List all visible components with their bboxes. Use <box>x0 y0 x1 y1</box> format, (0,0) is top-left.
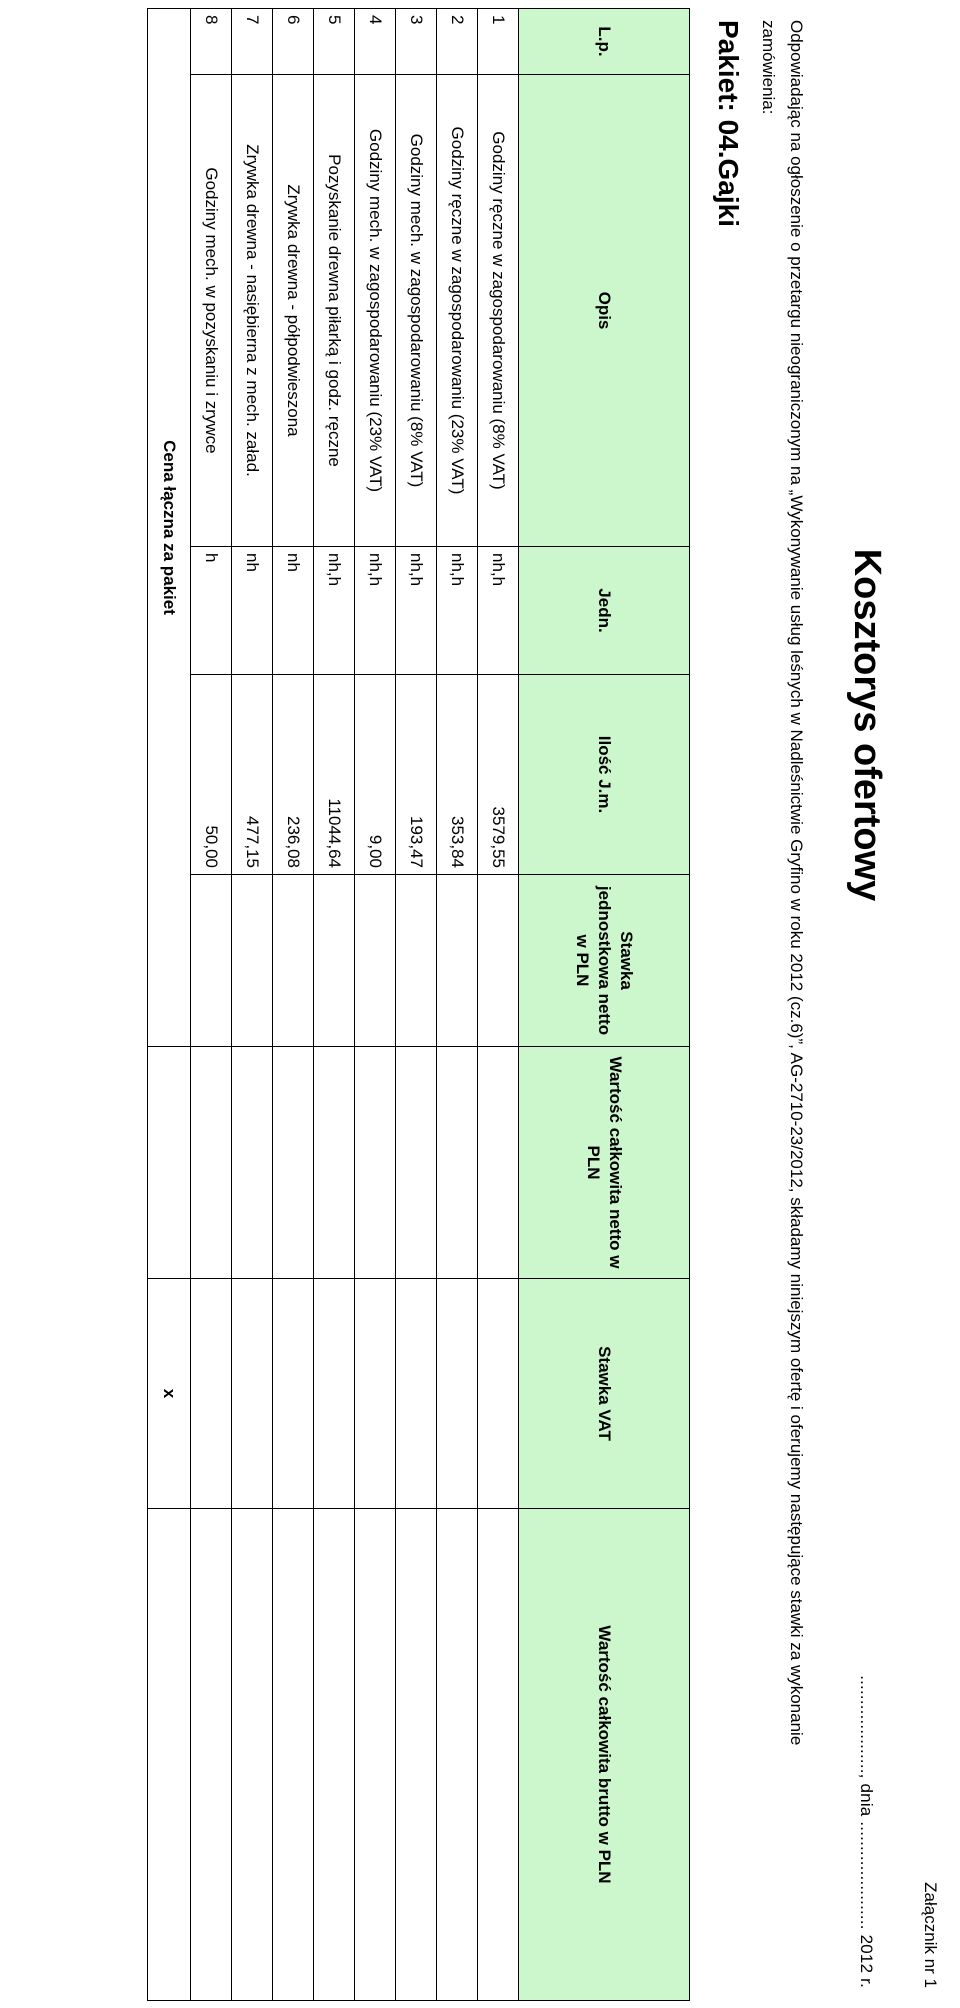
row-description: Pozyskanie drewna piłarką i godz. ręczne <box>314 75 355 547</box>
row-gross-value-cell[interactable] <box>191 1509 232 2001</box>
row-gross-value-cell[interactable] <box>355 1509 396 2001</box>
row-unit: nh <box>232 547 273 675</box>
place-date-line: ...................., dnia ...................... 2012 r. <box>857 1675 876 1988</box>
package-title: Pakiet: 04.Gajki <box>713 20 744 228</box>
col-header-wartosc-netto: Wartość całkowita netto w PLN <box>519 1047 690 1279</box>
row-net-value-cell[interactable] <box>355 1047 396 1279</box>
row-lp: 1 <box>478 9 519 75</box>
row-net-value-cell[interactable] <box>232 1047 273 1279</box>
table-row <box>232 9 273 2001</box>
total-row <box>148 9 191 2001</box>
row-lp: 4 <box>355 9 396 75</box>
table-row <box>478 9 519 2001</box>
row-gross-value-cell[interactable] <box>478 1509 519 2001</box>
table-row <box>355 9 396 2001</box>
table-row <box>273 9 314 2001</box>
row-description: Zrywka drewna - nasiębierna z mech. załad. <box>232 75 273 547</box>
row-description: Godziny ręczne w zagospodarowaniu (23% VAT) <box>437 75 478 547</box>
row-description: Godziny ręczne w zagospodarowaniu (8% VAT) <box>478 75 519 547</box>
row-net-value-cell[interactable] <box>437 1047 478 1279</box>
row-gross-value-cell[interactable] <box>437 1509 478 2001</box>
row-quantity: 3579,55 <box>478 675 519 875</box>
page-title: Kosztorys ofertowy <box>846 548 888 902</box>
row-quantity: 50,00 <box>191 675 232 875</box>
col-header-stawka: Stawka jednostkowa netto w PLN <box>519 875 690 1047</box>
row-vat-cell[interactable] <box>273 1279 314 1509</box>
row-lp: 5 <box>314 9 355 75</box>
row-description: Godziny mech. w zagospodarowaniu (23% VAT) <box>355 75 396 547</box>
row-unit: nh,h <box>355 547 396 675</box>
row-lp: 8 <box>191 9 232 75</box>
row-quantity: 11044,64 <box>314 675 355 875</box>
col-header-vat: Stawka VAT <box>519 1279 690 1509</box>
row-unit-price-cell[interactable] <box>437 875 478 1047</box>
row-quantity: 236,08 <box>273 675 314 875</box>
row-description: Godziny mech. w zagospodarowaniu (8% VAT) <box>396 75 437 547</box>
row-unit-price-cell[interactable] <box>396 875 437 1047</box>
row-unit-price-cell[interactable] <box>314 875 355 1047</box>
row-gross-value-cell[interactable] <box>273 1509 314 2001</box>
row-lp: 3 <box>396 9 437 75</box>
row-vat-cell[interactable] <box>232 1279 273 1509</box>
row-unit-price-cell[interactable] <box>191 875 232 1047</box>
row-gross-value-cell[interactable] <box>314 1509 355 2001</box>
col-header-lp: L.p. <box>519 9 690 75</box>
row-net-value-cell[interactable] <box>396 1047 437 1279</box>
row-vat-cell[interactable] <box>314 1279 355 1509</box>
row-unit: nh,h <box>478 547 519 675</box>
row-vat-cell[interactable] <box>437 1279 478 1509</box>
col-header-opis: Opis <box>519 75 690 547</box>
row-unit-price-cell[interactable] <box>273 875 314 1047</box>
row-vat-cell[interactable] <box>478 1279 519 1509</box>
row-net-value-cell[interactable] <box>191 1047 232 1279</box>
table-header-row <box>519 9 690 2001</box>
table-row <box>191 9 232 2001</box>
row-quantity: 353,84 <box>437 675 478 875</box>
row-vat-cell[interactable] <box>355 1279 396 1509</box>
row-unit: h <box>191 547 232 675</box>
col-header-jedn: Jedn. <box>519 547 690 675</box>
table-row <box>437 9 478 2001</box>
cost-estimate-table <box>147 8 690 2001</box>
attachment-label: Załącznik nr 1 <box>921 1882 940 1988</box>
row-vat-cell[interactable] <box>396 1279 437 1509</box>
row-unit: nh,h <box>314 547 355 675</box>
row-unit-price-cell[interactable] <box>232 875 273 1047</box>
row-description: Godziny mech. w pozyskaniu i zrywce <box>191 75 232 547</box>
col-header-ilosc: Ilość J.m. <box>519 675 690 875</box>
row-net-value-cell[interactable] <box>273 1047 314 1279</box>
row-net-value-cell[interactable] <box>314 1047 355 1279</box>
row-vat-cell[interactable] <box>191 1279 232 1509</box>
row-gross-value-cell[interactable] <box>232 1509 273 2001</box>
row-quantity: 477,15 <box>232 675 273 875</box>
row-description: Zrywka drewna - półpodwieszona <box>273 75 314 547</box>
table-row <box>314 9 355 2001</box>
row-unit: nh,h <box>437 547 478 675</box>
table-row <box>396 9 437 2001</box>
row-net-value-cell[interactable] <box>478 1047 519 1279</box>
total-net-value-cell[interactable] <box>148 1047 191 1279</box>
row-lp: 7 <box>232 9 273 75</box>
total-label: Cena łączna za pakiet <box>148 9 191 1047</box>
total-gross-value-cell[interactable] <box>148 1509 191 2001</box>
row-quantity: 9,00 <box>355 675 396 875</box>
row-unit-price-cell[interactable] <box>355 875 396 1047</box>
row-lp: 6 <box>273 9 314 75</box>
row-quantity: 193,47 <box>396 675 437 875</box>
total-vat-cell: x <box>148 1279 191 1509</box>
row-lp: 2 <box>437 9 478 75</box>
intro-text: Odpowiadając na ogłoszenie o przetargu nieograniczonym na „Wykonywanie usług leśnych w Nadleśnictwie Gryfino w roku 2012 (cz.6)”, AG-2710-23/2012, składamy niniejszym ofertę i oferujemy następujące stawki za wykonanie zamówienia: <box>759 20 806 1746</box>
row-gross-value-cell[interactable] <box>396 1509 437 2001</box>
row-unit: nh,h <box>396 547 437 675</box>
row-unit-price-cell[interactable] <box>478 875 519 1047</box>
col-header-wartosc-brutto: Wartość całkowita brutto w PLN <box>519 1509 690 2001</box>
row-unit: nh <box>273 547 314 675</box>
